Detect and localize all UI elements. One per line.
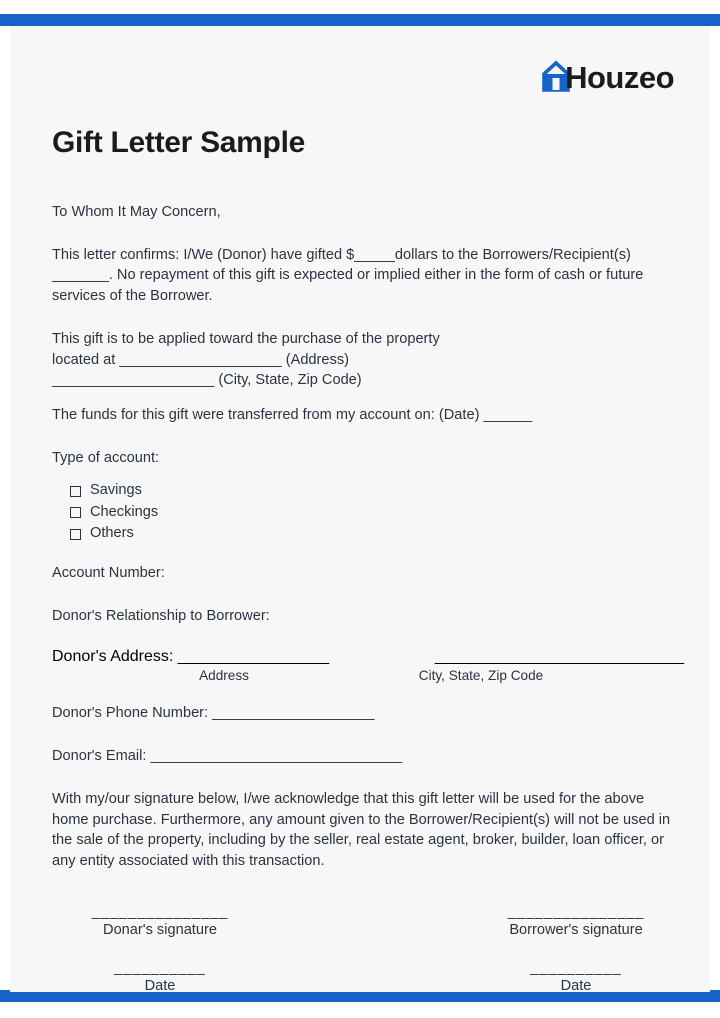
checkbox-others[interactable] (70, 529, 81, 540)
signature-area (52, 904, 684, 994)
date-line-donor[interactable]: __________ (114, 959, 206, 976)
checkbox-label-checkings: Checkings (90, 503, 159, 520)
account-number-field: Account Number: (52, 564, 165, 581)
gift-confirmation-paragraph: This letter confirms: I/We (Donor) have gifted $_____dollars to the Borrowers/Recipient(s) _______. No repayment of this gift is expected or implied either in the form of cash or future services of the Borrower. (52, 246, 644, 305)
document-content (52, 126, 684, 994)
checkbox-row-savings[interactable] (70, 482, 684, 500)
signature-line-donor[interactable]: _______________ (91, 903, 229, 920)
transfer-date-line: The funds for this gift were transferred from my account on: (Date) ______ (52, 407, 533, 424)
checkbox-row-others[interactable] (70, 525, 684, 543)
checkbox-checkings[interactable] (70, 507, 81, 518)
checkbox-label-savings: Savings (90, 482, 142, 499)
acknowledgement-paragraph: With my/our signature below, I/we acknowledge that this gift letter will be used for the above home purchase. Furthermore, any amount given to the Borrower/Recipient(s) will not be used in the sale of the property, including by the seller, real estate agent, broker, builder, loan officer, or any entity associated with this transaction. (52, 790, 671, 869)
top-accent-bar (0, 14, 720, 26)
date-label-borrower: Date (560, 977, 592, 994)
donor-phone-field: Donor's Phone Number: ____________________ (52, 705, 375, 722)
date-line-borrower[interactable]: __________ (530, 959, 622, 976)
caption-address: Address (199, 668, 249, 684)
salutation: To Whom It May Concern, (52, 204, 221, 220)
caption-city-state-zip: City, State, Zip Code (418, 668, 544, 684)
brand-name: Houzeo (565, 59, 674, 95)
document-sheet (10, 26, 710, 992)
checkbox-label-others: Others (90, 525, 134, 542)
donor-address-row (52, 648, 684, 666)
checkbox-row-checkings[interactable] (70, 504, 684, 522)
property-line-2: located at ____________________ (Address) (52, 351, 349, 368)
signature-block-borrower (428, 904, 684, 994)
signature-label-borrower: Borrower's signature (509, 921, 643, 938)
account-type-label: Type of account: (52, 449, 160, 466)
donor-address-field: Donor's Address: _________________ (52, 648, 330, 666)
brand-logo (541, 58, 682, 95)
relationship-field: Donor's Relationship to Borrower: (52, 607, 270, 624)
signature-label-donor: Donar's signature (103, 921, 217, 938)
donor-email-field: Donor's Email: _______________________________ (52, 748, 403, 765)
donor-address-captions (52, 668, 684, 683)
account-type-options (70, 482, 684, 543)
signature-line-borrower[interactable]: _______________ (507, 903, 645, 920)
property-line-1: This gift is to be applied toward the purchase of the property (52, 330, 440, 347)
checkbox-savings[interactable] (70, 486, 81, 497)
donor-address-second-blank: ____________________________ (434, 648, 684, 666)
signature-block-donor (52, 904, 428, 994)
page-title: Gift Letter Sample (52, 126, 305, 159)
property-line-3: ____________________ (City, State, Zip Code) (52, 372, 362, 389)
property-paragraph (52, 329, 684, 391)
date-label-donor: Date (144, 977, 176, 994)
